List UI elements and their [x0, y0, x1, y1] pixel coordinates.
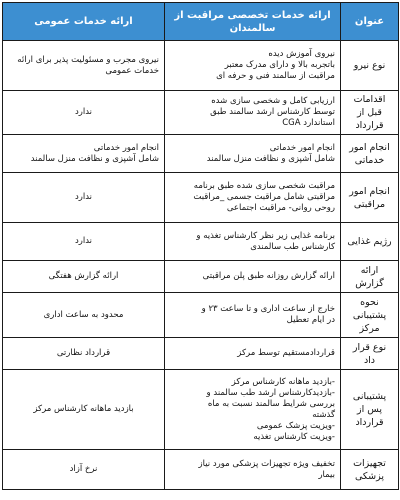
table-row-reporting	[3, 261, 399, 293]
table-row-service-tasks	[3, 135, 399, 173]
general-cell	[3, 450, 165, 490]
cell-line: انجام امور خدماتی	[269, 142, 335, 153]
cell-line: ندارد	[74, 107, 93, 117]
specialized-cell	[165, 261, 341, 293]
general-cell	[3, 370, 165, 450]
table-row-medical-equipment	[3, 450, 399, 490]
row-label: پشتیبانی پس از قرارداد	[341, 370, 399, 450]
cell-line: شامل آشپزی و نظافت منزل سالمند	[30, 153, 159, 164]
general-cell	[3, 173, 165, 223]
cell-line: گذشته	[312, 409, 335, 420]
cell-line: محدود به ساعت اداری	[43, 309, 124, 320]
cell-line: ارائه گزارش هفتگی	[48, 271, 119, 281]
services-comparison-table	[2, 2, 399, 490]
row-label: تجهیزات پزشکی	[341, 450, 399, 490]
table-row-pre-contract	[3, 91, 399, 135]
cell-line: در ایام تعطیل	[286, 315, 335, 325]
cell-line: بازدید ماهانه کارشناس مرکز	[33, 404, 134, 414]
row-label: رژیم غذایی	[341, 223, 399, 261]
cell-line: -بازدید ماهانه کارشناس مرکز	[231, 376, 335, 387]
specialized-cell	[165, 135, 341, 173]
row-label: ارائه گزارش	[341, 261, 399, 293]
cell-line: نیروی آموزش دیده	[268, 49, 335, 59]
table-row-center-support	[3, 293, 399, 338]
specialized-cell	[165, 223, 341, 261]
cell-line: تخفیف ویژه تجهیزات پزشکی مورد نیاز	[198, 458, 335, 469]
cell-line: مراقبتی شامل مراقبت جسمی _مراقبت	[193, 192, 335, 202]
cell-line: بیمار	[318, 469, 335, 480]
cell-line: باتجربه بالا و دارای مدرک معتبر	[224, 60, 335, 70]
cell-line: ندارد	[74, 192, 93, 202]
general-cell	[3, 338, 165, 370]
row-label: اقدامات قبل از قرارداد	[341, 91, 399, 135]
cell-line: خارج از ساعت اداری و تا ساعت ۲۳ و	[201, 304, 335, 314]
cell-line: قراردادمستقیم توسط مرکز	[237, 348, 335, 358]
cell-line: ندارد	[74, 236, 93, 246]
general-cell	[3, 293, 165, 338]
cell-line: -ویزیت پزشک عمومی	[256, 420, 335, 431]
general-cell	[3, 41, 165, 91]
specialized-cell	[165, 450, 341, 490]
cell-line: نیروی مجرب و مسئولیت پذیر برای ارائه	[17, 54, 159, 65]
cell-line: برنامه غذایی زیر نظر کارشناس تغذیه و	[196, 230, 335, 241]
row-label: انجام امور خدماتی	[341, 135, 399, 173]
row-label: نوع قرار داد	[341, 338, 399, 370]
row-label: نوع نیرو	[341, 41, 399, 91]
table-row-post-contract-support	[3, 370, 399, 450]
header-general-services: ارائه خدمات عمومی	[3, 3, 165, 41]
cell-line: -بازدیدکارشناس ارشد طب سالمند و	[206, 387, 335, 398]
specialized-cell	[165, 173, 341, 223]
cell-line: قرارداد نظارتی	[56, 348, 111, 358]
specialized-cell	[165, 293, 341, 338]
general-cell	[3, 223, 165, 261]
header-topic: عنوان	[341, 3, 399, 41]
table-row-staff-type	[3, 41, 399, 91]
cell-line: کارشناس طب سالمندی	[250, 241, 335, 252]
cell-line: ارزیابی کامل و شخصی سازی شده	[211, 96, 335, 106]
cell-line: شامل آشپزی و نظافت منزل سالمند	[206, 153, 335, 164]
row-label: انجام امور مراقبتی	[341, 173, 399, 223]
general-cell	[3, 261, 165, 293]
specialized-cell	[165, 370, 341, 450]
table-row-care-tasks	[3, 173, 399, 223]
cell-line: توسط کارشناس ارشد سالمند طبق	[210, 107, 335, 117]
header-specialized-services: ارائه خدمات تخصصی مراقبت از سالمندان	[165, 3, 341, 41]
general-cell	[3, 91, 165, 135]
table-row-contract-type	[3, 338, 399, 370]
cell-line: مراقبت شخصی سازی شده طبق برنامه	[193, 181, 335, 191]
general-cell	[3, 135, 165, 173]
cell-line: روحی روانی- مراقبت اجتماعی	[226, 203, 335, 213]
cell-line: انجام امور خدماتی	[93, 142, 159, 153]
header-row	[3, 3, 399, 41]
table-row-diet	[3, 223, 399, 261]
cell-line: نرخ آزاد	[69, 464, 98, 474]
specialized-cell	[165, 338, 341, 370]
cell-line: بررسی شرایط سالمند نسبت به ماه	[207, 398, 335, 409]
cell-line: -ویزیت کارشناس تغذیه	[253, 431, 335, 442]
cell-line: مراقبت از سالمند فنی و حرفه ای	[216, 71, 335, 81]
specialized-cell	[165, 41, 341, 91]
cell-line: استاندارد CGA	[282, 118, 335, 128]
specialized-cell	[165, 91, 341, 135]
cell-line: خدمات عمومی	[105, 65, 159, 76]
cell-line: ارائه گزارش روزانه طبق پلن مراقبتی	[202, 271, 335, 281]
row-label: نحوه پشتیبانی مرکز	[341, 293, 399, 338]
